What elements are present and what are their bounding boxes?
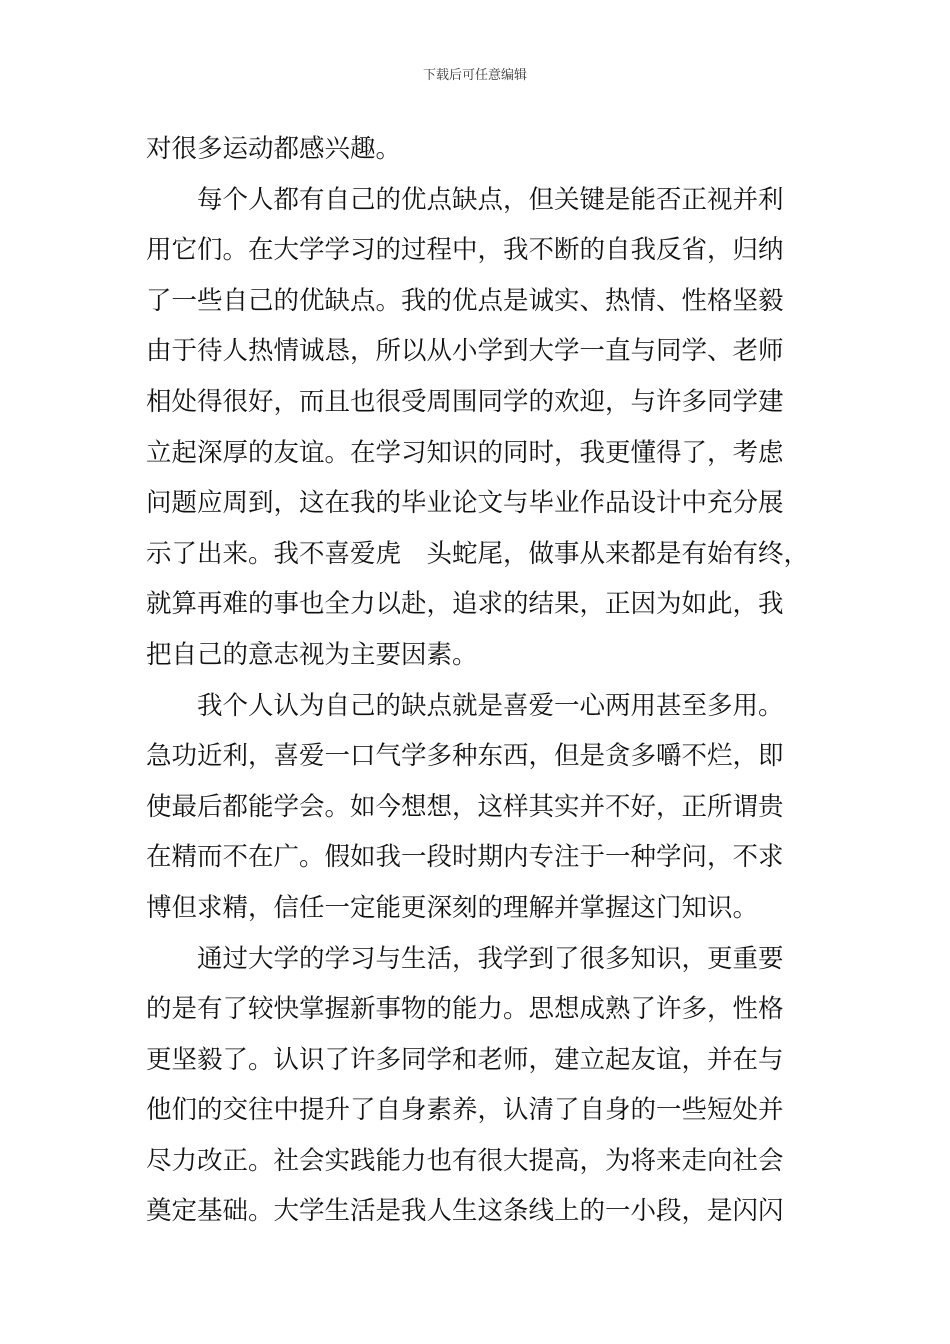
- paragraph-first-line: 每个人都有自己的优点缺点，但关键是能否正视并利: [197, 184, 784, 215]
- text-line: 更坚毅了。认识了许多同学和老师，建立起友谊，并在与: [146, 1044, 784, 1075]
- text-line: 相处得很好，而且也很受周围同学的欢迎，与许多同学建: [146, 386, 784, 417]
- text-line: 就算再难的事也全力以赴，追求的结果，正因为如此，我: [146, 589, 784, 620]
- paragraph-first-line: 我个人认为自己的缺点就是喜爱一心两用甚至多用。: [197, 690, 784, 721]
- page-header: 下载后可任意编辑: [422, 68, 527, 83]
- text-line: 的是有了较快掌握新事物的能力。思想成熟了许多，性格: [146, 994, 784, 1025]
- body-text: [146, 124, 808, 1237]
- text-line: 立起深厚的友谊。在学习知识的同时，我更懂得了，考虑: [146, 437, 784, 468]
- text-line: 用它们。在大学学习的过程中，我不断的自我反省，归纳: [146, 235, 784, 266]
- text-line: 博但求精，信任一定能更深刻的理解并掌握这门知识。: [146, 892, 759, 923]
- text-line: 尽力改正。社会实践能力也有很大提高，为将来走向社会: [146, 1145, 784, 1176]
- text-line: 由于待人热情诚恳，所以从小学到大学一直与同学、老师: [146, 336, 784, 367]
- text-line: 使最后都能学会。如今想想，这样其实并不好，正所谓贵: [146, 791, 784, 822]
- text-line: 对很多运动都感兴趣。: [146, 134, 402, 164]
- text-line: 问题应周到，这在我的毕业论文与毕业作品设计中充分展: [146, 488, 784, 519]
- paragraph-first-line: 通过大学的学习与生活，我学到了很多知识，更重要: [197, 943, 784, 974]
- text-line: 示了出来。我不喜爱虎 头蛇尾，做事从来都是有始有终，: [146, 538, 810, 569]
- text-line: 在精而不在广。假如我一段时期内专注于一种学问，不求: [146, 842, 784, 873]
- text-line: 了一些自己的优缺点。我的优点是诚实、热情、性格坚毅: [146, 285, 784, 316]
- text-line: 奠定基础。大学生活是我人生这条线上的一小段，是闪闪: [146, 1196, 784, 1227]
- text-line: 把自己的意志视为主要因素。: [146, 639, 478, 670]
- text-line: 他们的交往中提升了自身素养，认清了自身的一些短处并: [146, 1095, 784, 1126]
- text-line: 急功近利，喜爱一口气学多种东西，但是贪多嚼不烂，即: [146, 741, 784, 772]
